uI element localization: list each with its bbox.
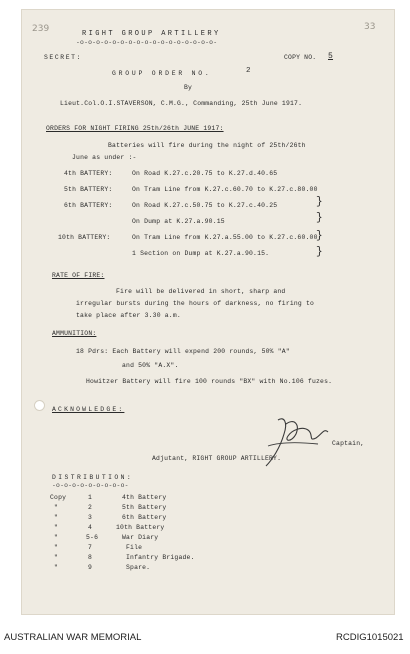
archive-number-right: 33 — [364, 22, 376, 32]
bracket: } — [316, 212, 323, 224]
rate-of-fire-heading: RATE OF FIRE: — [52, 272, 105, 279]
battery-label: 5th BATTERY: — [64, 186, 113, 193]
rate-line-3: take place after 3.30 a.m. — [76, 312, 181, 319]
archive-number-left: 239 — [32, 24, 50, 34]
ammunition-heading: AMMUNITION: — [52, 330, 97, 337]
bracket: } — [316, 246, 323, 258]
orders-intro-2: June as under :- — [72, 154, 137, 161]
ammunition-line-3: Howitzer Battery will fire 100 rounds "BX" with No.106 fuzes. — [86, 378, 333, 385]
author-line: Lieut.Col.O.I.STAVERSON, C.M.G., Commanding, 25th June 1917. — [60, 100, 303, 107]
rate-line-2: irregular bursts during the hours of darkness, no firing to — [76, 300, 315, 307]
punch-hole — [34, 400, 45, 411]
signatory-rank: Captain, — [332, 440, 365, 447]
header-rule: -o-o-o-o-o-o-o-o-o-o-o-o-o-o-o-o-o- — [76, 39, 218, 46]
document-page: 239 33 RIGHT GROUP ARTILLERY -o-o-o-o-o-o-o-o-o-o-o-o-o-o-o-o-o- SECRET: COPY NO. 5 GROUP ORDER NO. 2 By Lieut.Col.O.I.STAVERSON, C.M.G., Commanding, 25th June 1917. ORDERS FOR NIGHT FIRING 25th/26th JUNE 1917: Batteries will fire during the night of 25th/26th June as under :- 4th BATTERY: On Road K.27.c.20.75 to K.27.d.40.65 5th BATTERY: On Tram Line from K.27.c.60.70 to K.27.c.80.00 6th BATTERY: On Road K.27.c.50.75 to K.27.c.40.25 On Dump at K.27.a.90.15 } } 10th BATTERY: On Tram Line from K.27.a.55.00 to K.27.c.60.00 1 Section on Dump at K.27.a.90.15. } } RATE OF FIRE: Fire will be delivered in short, sharp and irregular bursts during the hours of darkness, no firing to take place after 3.30 a.m. AMMUNITION: 18 Pdrs: Each Battery will expend 200 rounds, 50% "A" and 50% "A.X". Howitzer Battery will fire 100 rounds "BX" with No.106 fuzes. ACKNOWLEDGE: Captain, Adjutant, RIGHT GROUP ARTILLERY. DISTRIBUTION: -o-o-o-o-o-o-o-o-o- Copy 1 4th Battery " 2 5th Battery " 3 6th Battery " 4 10th Battery " 5-6 War Diary " 7 File " 8 Infantry Brigade. " 9 Spare. — [22, 10, 394, 614]
handwritten-signature — [258, 412, 334, 472]
distribution-heading: DISTRIBUTION: — [52, 474, 134, 481]
archive-footer — [0, 624, 410, 654]
order-title: GROUP ORDER NO. — [112, 70, 212, 77]
battery-target: On Tram Line from K.27.c.60.70 to K.27.c.80.00 — [132, 186, 318, 193]
secret-label: SECRET: — [44, 54, 83, 61]
battery-target: On Tram Line from K.27.a.55.00 to K.27.c.60.00 — [132, 234, 318, 241]
rate-line-1: Fire will be delivered in short, sharp and — [116, 288, 286, 295]
bracket: } — [316, 196, 323, 208]
battery-label: 4th BATTERY: — [64, 170, 113, 177]
by-label: By — [184, 84, 193, 91]
battery-target: 1 Section on Dump at K.27.a.90.15. — [132, 250, 270, 257]
battery-label: 6th BATTERY: — [64, 202, 113, 209]
ammunition-line-1: 18 Pdrs: Each Battery will expend 200 rounds, 50% "A" — [76, 348, 290, 355]
document-header-title: RIGHT GROUP ARTILLERY — [82, 30, 221, 38]
distribution-rule: -o-o-o-o-o-o-o-o-o- — [52, 482, 129, 489]
battery-target: On Road K.27.c.50.75 to K.27.c.40.25 — [132, 202, 278, 209]
orders-intro-1: Batteries will fire during the night of 25th/26th — [108, 142, 306, 149]
orders-heading: ORDERS FOR NIGHT FIRING 25th/26th JUNE 1917: — [46, 125, 224, 132]
battery-label: 10th BATTERY: — [58, 234, 111, 241]
copy-number-label: COPY NO. — [284, 54, 317, 61]
copy-number-value: 5 — [328, 52, 334, 61]
battery-target: On Road K.27.c.20.75 to K.27.d.40.65 — [132, 170, 278, 177]
ammunition-line-2: and 50% "A.X". — [122, 362, 179, 369]
footer-institution: AUSTRALIAN WAR MEMORIAL — [4, 632, 142, 643]
bracket: } — [316, 230, 323, 242]
battery-target: On Dump at K.27.a.90.15 — [132, 218, 225, 225]
signatory-unit: Adjutant, RIGHT GROUP ARTILLERY. — [152, 455, 282, 462]
acknowledge-label: ACKNOWLEDGE: — [52, 406, 125, 413]
order-number: 2 — [246, 67, 251, 75]
footer-record-id: RCDIG1015021 — [336, 632, 404, 643]
